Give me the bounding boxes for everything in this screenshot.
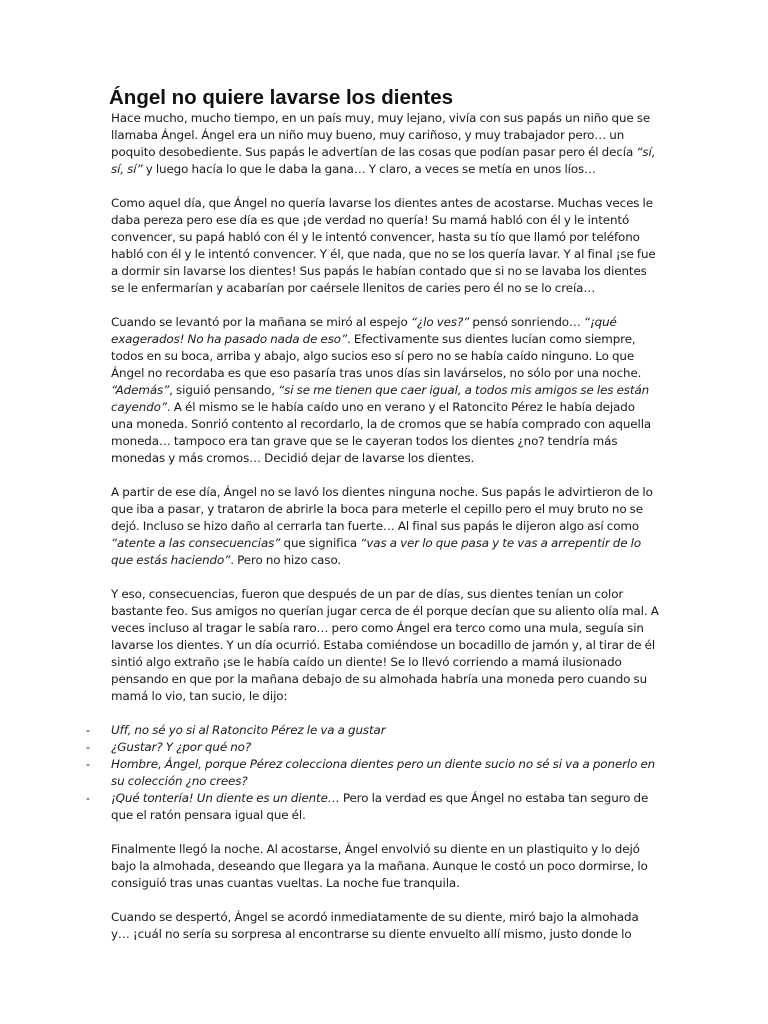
dialogue-dash: - [86, 723, 90, 737]
document-title: Ángel no quiere lavarse los dientes [109, 86, 454, 109]
paragraph [111, 586, 659, 705]
italic-text: ¡Qué tontería! Un diente es un diente… [111, 791, 340, 805]
text-run: que significa [280, 536, 361, 550]
text-run: . A él mismo se le había caído uno en verano y el Ratoncito Pérez le había dejado una moneda. Sonrió contento al recordarlo, la de cromos que se había comprado con aquella moneda… tampoco era tan grave que se le cayeran todos los dientes ¿no? tendría más monedas y más cromos… Decidió dejar de lavarse los dientes. [111, 400, 652, 465]
italic-text: “sí, sí, sí” [111, 145, 656, 176]
text-run: Finalmente llegó la noche. Al acostarse, Ángel envolvió su diente en un plastiquito y lo dejó bajo la almohada, deseando que llegara ya la mañana. Aunque le costó un poco dormirse, lo consiguió tras unas cuantas vueltas. La noche fue tranquila. [111, 842, 648, 890]
italic-text: “vas a ver lo que pasa y te vas a arrepentir de lo que estás haciendo” [111, 536, 642, 567]
text-run: . Pero no hizo caso. [230, 553, 342, 567]
italic-text: “atente a las consecuencias” [111, 536, 281, 550]
text-run: Como aquel día, que Ángel no quería lavarse los dientes antes de acostarse. Muchas veces le daba pereza pero ese día es que ¡de verdad no quería! Su mamá habló con él y le intentó convencer, su papá habló con él y le intentó convencer, hasta su tío que llamó por teléfono habló con él y le intentó convencer. Y él, que nada, que no se los quería lavar. Y al final ¡se fue a dormir sin lavarse los dientes! Sus papás le habían contado que si no se lavaba los dientes se le enfermarían y acabarían por caérsele llenitos de caries pero él no se lo creía… [111, 196, 656, 295]
story-body [111, 110, 659, 705]
text-run: , siguió pensando, [169, 383, 279, 397]
text-run: pensó sonriendo… [469, 315, 584, 329]
text-run: . Efectivamente sus dientes lucían como siempre, todos en su boca, arriba y abajo, algo sucios eso sí pero no se había caído ninguno. Lo que Ángel no recordaba es que eso pasaría tras unos días sin lavárselos, no sólo por una noche. [111, 332, 642, 380]
text-run: y luego hacía lo que le daba la gana… Y claro, a veces se metía en unos líos… [142, 162, 596, 176]
italic-text: Hombre, Ángel, porque Pérez colecciona dientes pero un diente sucio no sé si va a ponerlo en su colección ¿no crees? [111, 757, 656, 788]
italic-text: “si se me tienen que caer igual, a todos mis amigos se les están cayendo” [111, 383, 650, 414]
dialogue-dash: - [86, 757, 90, 771]
paragraph [111, 110, 659, 178]
italic-text: “¿lo ves?” [410, 315, 470, 329]
italic-text: ¿Gustar? Y ¿por qué no? [111, 740, 252, 754]
document-page [86, 86, 659, 943]
paragraph [111, 484, 659, 569]
text-run: Cuando se levantó por la mañana se miró al espejo [111, 315, 411, 329]
italic-text: “Además” [111, 383, 170, 397]
text-run: Cuando se despertó, Ángel se acordó inmediatamente de su diente, miró bajo la almohada y… ¡cuál no sería su sorpresa al encontrarse su diente envuelto allí mismo, justo donde lo [111, 910, 639, 941]
italic-text: “¡qué exagerados! No ha pasado nada de eso” [111, 315, 617, 346]
text-run: Y eso, consecuencias, fueron que después de un par de días, sus dientes tenían un color bastante feo. Sus amigos no querían jugar cerca de él porque decían que su aliento olía mal. A veces incluso al tragar le sabía raro… pero como Ángel era terco como una mula, seguía sin lavarse los dientes. Y un día ocurrió. Estaba comiéndose un bocadillo de jamón y, al tirar de él sintió algo extraño ¡se le había caído un diente! Se lo llevó corriendo a mamá ilusionado pensando en que por la mañana debajo de su almohada habría una moneda pero cuando su mamá lo vio, tan sucio, le dijo: [111, 587, 659, 703]
italic-text: Uff, no sé yo si al Ratoncito Pérez le va a gustar [111, 723, 386, 737]
dialogue-list [86, 722, 659, 824]
dialogue-dash: - [86, 791, 90, 805]
paragraph [111, 314, 659, 467]
dialogue-line [86, 739, 659, 756]
dialogue-line [86, 756, 659, 790]
dialogue-line [86, 722, 659, 739]
text-run: A partir de ese día, Ángel no se lavó los dientes ninguna noche. Sus papás le advirtieron de lo que iba a pasar, y trataron de abrirle la boca para meterle el cepillo pero el muy bruto no se dejó. Incluso se hizo daño al cerrarla tan fuerte… Al final sus papás le dijeron algo así como [111, 485, 653, 533]
dialogue-line [86, 790, 659, 824]
dialogue-dash: - [86, 740, 90, 754]
paragraph [111, 841, 659, 892]
paragraph [111, 909, 659, 943]
text-run: Pero la verdad es que Ángel no estaba tan seguro de que el ratón pensara igual que él. [111, 791, 649, 822]
paragraph [111, 195, 659, 297]
text-run: Hace mucho, mucho tiempo, en un país muy, muy lejano, vivía con sus papás un niño que se llamaba Ángel. Ángel era un niño muy bueno, muy cariñoso, y muy trabajador pero… un poquito desobediente. Sus papás le advertían de las cosas que podían pasar pero él decía [111, 111, 651, 159]
story-closing [111, 841, 659, 943]
